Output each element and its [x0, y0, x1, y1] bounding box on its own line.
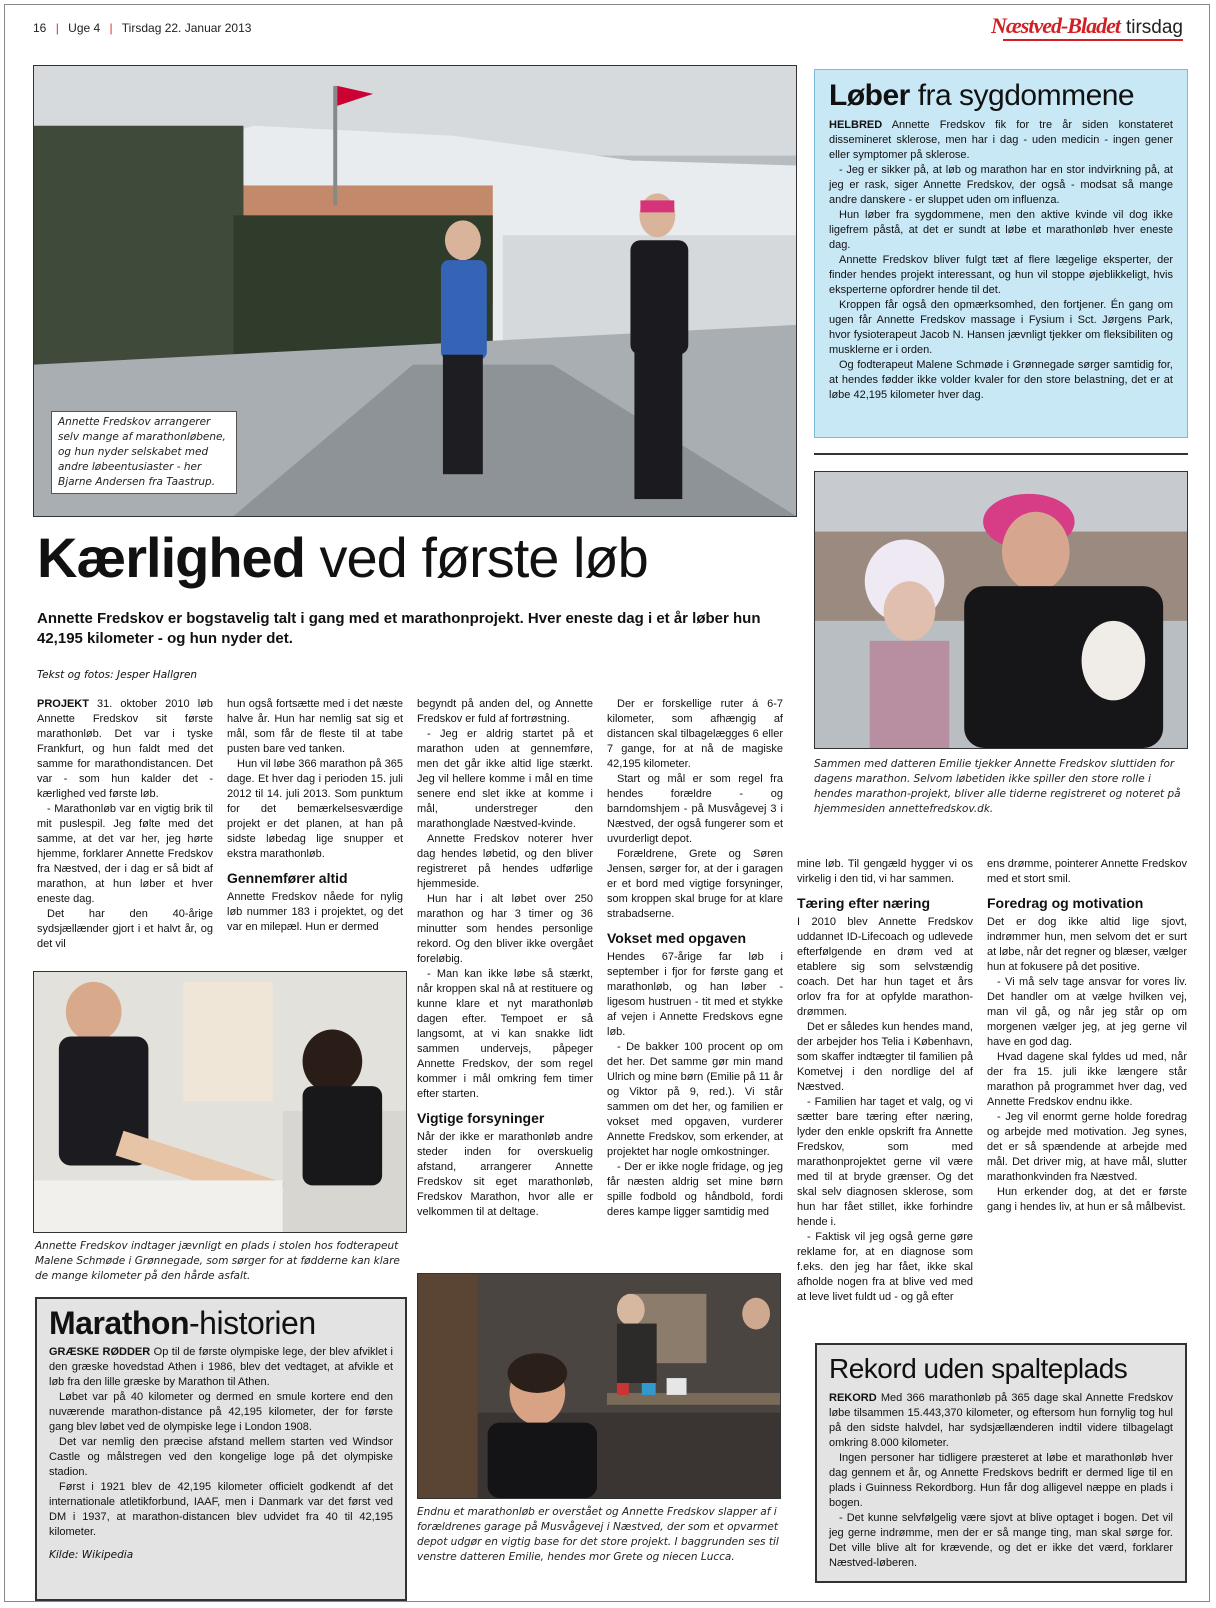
byline: Tekst og fotos: Jesper Hallgren	[37, 669, 198, 681]
right-photo-caption: Sammen med datteren Emilie tjekker Annette Fredskov sluttiden for dagens marathon. Selvom løbetiden ikke spiller den store rolle i hendes marathon-projekt, bliver alle tiderne registreret og noteret på hjemmesiden annettefredskov.dk.	[814, 758, 1181, 815]
subheading: Gennemfører altid	[227, 870, 348, 886]
sidebar-historie-box: Marathon-historien GRÆSKE RØDDER Op til de første olympiske lege, der blev afviklet i den græske hovedstad Athen i 1986, blev det vedtaget, at afvikle et løb fra den lille græske by Marathon til Athen. Løbet var på 40 kilometer og dermed en smule kortere end den nuværende marathon-distance på 42,195 kilometer, der for første gang blev løbet ved de olympiske lege i London 1908. Det var nemlig den præcise afstand mellem starten ved Windsor Castle og målstregen ved den kongelige loge på det olympiske stadion. Først i 1921 blev de 42,195 kilometer officielt godkendt af det internationale atletikforbund, IAAF, men i Danmark var det først ved DM i 1937, at marathon-distancen blev udvidet fra 40 til 42,195 kilometer. Kilde: Wikipedia	[35, 1297, 407, 1601]
divider	[814, 453, 1188, 455]
date-label: Tirsdag 22. Januar 2013	[121, 21, 252, 35]
subheading: Foredrag og motivation	[987, 895, 1144, 911]
page-header: 16 | Uge 4 | Tirsdag 22. Januar 2013	[33, 21, 252, 35]
source-note: Kilde: Wikipedia	[49, 1549, 134, 1561]
box-rekord-title: Rekord uden spalteplads	[829, 1353, 1128, 1384]
photo-garage-depot	[417, 1273, 781, 1499]
subheading: Tæring efter næring	[797, 895, 931, 911]
headline: Kærlighed ved første løb	[37, 526, 648, 589]
sidebar-rekord-box: Rekord uden spalteplads REKORD Med 366 marathonløb på 365 dage skal Annette Fredskov løbe tilsammen 15.443,370 kilometer, og eftersom hun fornylig tog hul på den sidste halvdel, har sydsjællænderen indtil videre tilbagelagt omkring 8.000 kilometer. Ingen personer har tidligere præsteret at løbe et marathonløb hver dag gennem et år, og Annette Fredskovs bedrift er dermed lige til en plads i Guinness Rekordborg. Hun får dog alligevel næppe en plads i bogen. - Det kunne selvfølgelig være sjovt at blive optaget i bogen. Det vil jeg gerne indrømme, men der er så mange ting, man skal sørge for. Det ville blive alt for krævende, og det er ikke det værd, forklarer Næstved-løberen.	[815, 1343, 1187, 1583]
bottom-photo-caption: Endnu et marathonløb er overstået og Annette Fredskov slapper af i forældrenes garage på Musvågevej i Næstved, der som et opvarmet depot udgør en vigtig base for det store projekt. I baggrunden ses til venstre datteren Emilie, hendes mor Grete og niecen Lucca.	[417, 1506, 779, 1563]
article-column-4: Der er forskellige ruter á 6-7 kilometer, som afhængig af distancen skal tilbagelægges 6 eller 7 gange, for at nå de magiske 42,195 kilometer. Start og mål er som regel fra hendes forældre - og barndomshjem - på Musvågevej 3 i Næstved, der også fungerer som et uvurderligt depot. Forældrene, Grete og Søren Jensen, sørger for, at der i garagen er et bord med vigtige forsyninger, som kroppen skal bruge for at klare strabadserne. Vokset med opgaven Hendes 67-årige far løb i september i fjor for første gang et marathonløb, og han løber - ligesom hustruen - tit med et stykke af vejen i Annette Fredskovs egne løb. - De bakker 100 procent op om det her. Det samme gør min mand Ulrich og mine børn (Emilie på 11 år og Viktor på 9, red.). Vi står sammen om det her, og familien er vokset med opgaven, vurderer Annette Fredskov, som erkender, at projektet har nogle omkostninger. - Der er ikke nogle fridage, og jeg får næsten aldrig set mine børn spille fodbold og håndbold, fordi deres kampe ligger samtidig med	[607, 698, 783, 1218]
article-column-5: mine løb. Til gengæld hygger vi os virkelig i den tid, vi har sammen. Tæring efter næring I 2010 blev Annette Fredskov uddannet ID-Lifecoach og udlevede efterfølgende en drøm ved at etablere sig som selvstændig coach. Det har hun taget et års orlov fra for at opfylde marathon-drømmen. Det er således kun hendes mand, der arbejder hos Telia i København, som skaffer indtægter til familien på Kometvej i den nordlige del af Næstved. - Familien har taget et valg, og vi sætter bare tæring efter næring, lyder den enkle opskrift fra Annette Fredskov, som med marathonprojektet gerne vil være med til at bryde grænser. Og det skal selv diagnosen sklerose, som hun har fået stillet, ikke forhindre hende i. - Faktisk vil jeg også gerne gøre reklame for, at en diagnose som f.eks. den jeg har fået, ikke skal afholde nogen fra at blive ved med at leve livet fuldt ud - og gå efter	[797, 858, 973, 1303]
mid-photo-caption: Annette Fredskov indtager jævnligt en plads i stolen hos fodterapeut Malene Schmøde i Grønnegade, som sørger for at fødderne kan klare de mange kilometer på den hårde asfalt.	[35, 1240, 400, 1282]
photo-mother-daughter	[814, 471, 1188, 749]
newspaper-page	[4, 4, 1210, 1602]
box-lober-title: Løber fra sygdommene	[829, 79, 1135, 112]
article-column-1: PROJEKT 31. oktober 2010 løb Annette Fredskov sit første marathonløb. Det var i tyske Frankfurt, og hun faldt med det samme for marathondistancen. Det var - som hun kalder det - kærlighed ved første løb. - Marathonløb var en vigtig brik til mit puslespil. Jeg følte med det samme, at det var her, jeg hørte hjemme, forklarer Annette Fredskov fra Næstved, der i dag er så bidt af marathon, at hun løber et hver eneste dag. Det har den 40-årige sydsjællænder gjort i et halvt år, og det vil	[37, 698, 213, 950]
lead-paragraph: Annette Fredskov er bogstavelig talt i gang med et marathonprojekt. Hver eneste dag i et år løber hun 42,195 kilometer - og hun nyder det.	[37, 610, 761, 647]
page-number: 16	[33, 21, 47, 35]
top-photo-caption: Annette Fredskov arrangerer selv mange af marathonløbene, og hun nyder selskabet med andre løbeentusiaster - her Bjarne Andersen fra Taastrup.	[51, 411, 237, 494]
subheading: Vigtige forsyninger	[417, 1110, 545, 1126]
sidebar-lober-box: Løber fra sygdommene HELBRED Annette Fredskov fik for tre år siden konstateret dissemineret sklerose, men har i dag - uden medicin - ingen gener eller symptomer på sklerose. - Jeg er sikker på, at løb og marathon har en stor indvirkning på, at jeg er rask, siger Annette Fredskov, der også - modsat så mange andre danskere - er sluppet uden om influenza. Hun løber fra sygdommene, men den aktive kvinde vil dog ikke ligefrem påstå, at det er sundt at løbe et marathonløb hver eneste dag. Annette Fredskov bliver fulgt tæt af flere lægelige eksperter, der finder hendes projekt interessant, og hun vil stoppe øjeblikkeligt, hvis eksperterne opfordrer hende til det. Kroppen får også den opmærksomhed, den fortjener. Én gang om ugen får Annette Fredskov massage i Fysium i Sct. Jørgens Park, hvor fysioterapeut Jacob N. Hansen jævnligt tjekker om fleksibiliten og musklerne er i orden. Og fodterapeut Malene Schmøde i Grønnegade sørger samtidig for, at hendes fødder ikke volder kvaler for den store belastning, det er at løbe 42,195 kilometer hver dag.	[814, 69, 1188, 438]
article-column-6: ens drømme, pointerer Annette Fredskov med et stort smil. Foredrag og motivation Det er dog ikke altid lige sjovt, indrømmer hun, men selvom det er surt at løbe, når det regner og blæser, vælger hun at fokusere på det positive. - Vi må selv tage ansvar for vores liv. Det handler om at vælge hvilken vej, man vil gå, og når jeg står op om morgenen vælger jeg, at jeg gerne vil have en god dag. Hvad dagene skal fyldes ud med, når der fra 15. juli ikke længere står marathon på programmet hver dag, ved Annette Fredskov endnu ikke. - Jeg vil enormt gerne holde foredrag og arbejde med motivation. Jeg synes, det er så spændende at arbejde med mål. Det driver mig, at have mål, slutter marathonkvinden fra Næstved. Hun erkender dog, at det er første gang i hendes liv, at hun er så målbevist.	[987, 858, 1187, 1213]
article-column-2: hun også fortsætte med i det næste halve år. Hun har nemlig sat sig et mål, som får de fleste til at tabe pusten bare ved tanken. Hun vil løbe 366 marathon på 365 dage. Et hver dag i perioden 15. juli 2012 til 14. juli 2013. Som punktum for det bemærkelsesværdige projekt er det planen, at han på sidste løbedag lige snupper et ekstra marathonløb. Gennemfører altid Annette Fredskov nåede for nylig løb nummer 183 i projektet, og det var en milepæl. Hun er dermed	[227, 698, 403, 933]
brand-logo: Næstved-Bladet tirsdag	[991, 13, 1183, 38]
photo-foot-therapy	[33, 971, 407, 1233]
week-label: Uge 4	[68, 21, 101, 35]
subheading: Vokset med opgaven	[607, 930, 747, 946]
article-column-3: begyndt på anden del, og Annette Fredskov er fuld af fortrøstning. - Jeg er aldrig startet på et marathon uden at gennemføre, men det går ikke altid lige stærkt. Jeg vil hellere komme i mål en time senere end slet ikke at komme i mål, understreger den marathonglade Næstved-kvinde. Annette Fredskov noterer hver dag hendes løbetid, og den bliver registreret på hendes udførlige hjemmeside. Hun har i alt løbet over 250 marathon og har 3 timer og 36 minutter som hendes personlige rekord. Og den bliver ikke overgået foreløbig. - Man kan ikke løbe så stærkt, når kroppen skal nå at restituere og kunne klare et nyt marathonløb dagen efter. Tempoet er så langsomt, at vi kan snakke lidt sammen undervejs, påpeger Annette Fredskov, der som regel kommer i mål omkring fem timer efter starten. Vigtige forsyninger Når der ikke er marathonløb andre steder inden for overskuelig afstand, arrangerer Annette Fredskov sit eget marathonløb, Fredskov Marathon, hvor alle er velkommen til at deltage.	[417, 698, 593, 1218]
box-historie-title: Marathon-historien	[49, 1305, 316, 1341]
